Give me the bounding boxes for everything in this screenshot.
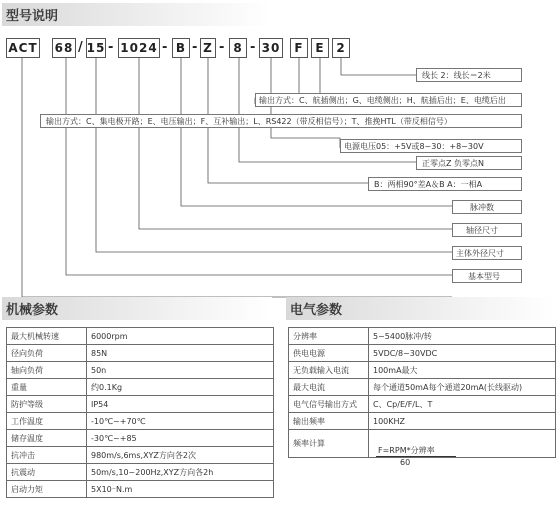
spec-label: 分辨率 (289, 328, 369, 345)
model-code-segment: B (172, 38, 190, 58)
table-row (7, 362, 274, 379)
spec-value: 50m/s,10~200Hz,XYZ方向各2h (87, 464, 274, 481)
table-row (7, 430, 274, 447)
electrical-section-title: 电气参数 (290, 303, 343, 318)
table-row (289, 396, 556, 413)
table-row (7, 396, 274, 413)
spec-value: 5X10⁻N.m (87, 481, 274, 498)
model-code-separator: - (162, 40, 168, 55)
spec-label: 径向负荷 (7, 345, 87, 362)
spec-value: 980m/s,6ms,XYZ方向各2次 (87, 447, 274, 464)
spec-label: 抗冲击 (7, 447, 87, 464)
spec-value: 约0.1Kg (87, 379, 274, 396)
model-code-separator: - (108, 40, 114, 55)
table-row (289, 379, 556, 396)
table-row (289, 413, 556, 430)
desc-zero-point: 正零点Z 负零点N (422, 159, 485, 168)
spec-label: 电气信号输出方式 (289, 396, 369, 413)
model-code-segment: Z (200, 38, 216, 58)
frequency-formula-numerator: F=RPM*分辨率 (378, 446, 435, 455)
spec-label: 启动力矩 (7, 481, 87, 498)
table-row (7, 345, 274, 362)
table-row (7, 447, 274, 464)
desc-shaft: 轴径尺寸 (466, 226, 498, 235)
spec-value: 50n (87, 362, 274, 379)
desc-cable-length: 线长 2：线长＝2米 (422, 71, 491, 80)
model-code-segment: 8 (229, 38, 247, 58)
model-code-segment: ACT (6, 38, 40, 58)
model-code-segment: E (311, 38, 329, 58)
spec-value: 5~5400脉冲/转 (369, 328, 556, 345)
model-code-separator: / (78, 40, 83, 55)
desc-outlet: 输出方式：C、航插侧出；G、电缆侧出；H、航插后出；E、电缆后出 (259, 96, 506, 105)
table-row (7, 464, 274, 481)
spec-value: 100mA最大 (369, 362, 556, 379)
spec-value: 6000rpm (87, 328, 274, 345)
model-code-separator: - (250, 40, 256, 55)
model-section-title: 型号说明 (6, 9, 59, 24)
desc-base-model: 基本型号 (468, 272, 500, 281)
table-row (7, 413, 274, 430)
spec-value: -30℃~+85 (87, 430, 274, 447)
spec-label: 防护等级 (7, 396, 87, 413)
spec-label: 输出频率 (289, 413, 369, 430)
spec-value: C、Cp/E/F/L、T (369, 396, 556, 413)
table-row (7, 328, 274, 345)
spec-value: IP54 (87, 396, 274, 413)
spec-label: 无负载输入电流 (289, 362, 369, 379)
spec-label: 储存温度 (7, 430, 87, 447)
desc-output-mode: 输出方式：C、集电极开路；E、电压输出；F、互补输出；L、RS422（带反相信号）；T、推挽HTL（带反相信号） (46, 117, 452, 126)
table-row (7, 481, 274, 498)
mechanical-section-title: 机械参数 (6, 303, 59, 318)
model-code-segment: 30 (259, 38, 283, 58)
table-row (289, 362, 556, 379)
table-row (7, 379, 274, 396)
desc-phase: B：两相90°差A＆B A：一相A (374, 180, 483, 189)
frequency-formula-denominator: 60 (400, 458, 411, 467)
electrical-section-header (286, 297, 556, 320)
spec-label: 最大电流 (289, 379, 369, 396)
desc-pulse: 脉冲数 (470, 203, 494, 212)
table-row (289, 328, 556, 345)
model-code-segment: 15 (86, 38, 106, 58)
spec-label: 频率计算 (289, 430, 369, 458)
frequency-formula-bar (376, 456, 456, 457)
spec-label: 工作温度 (7, 413, 87, 430)
spec-value: 85N (87, 345, 274, 362)
desc-voltage: 电源电压05：+5V或8~30：+8~30V (344, 142, 484, 151)
model-code-segment: 68 (52, 38, 76, 58)
model-code-segment: 2 (332, 38, 350, 58)
model-code-separator: - (219, 40, 225, 55)
spec-label: 抗震动 (7, 464, 87, 481)
mechanical-section-header (2, 297, 272, 320)
electrical-spec-table (288, 327, 556, 458)
spec-value: 每个通道50mA每个通道20mA(长线驱动) (369, 379, 556, 396)
table-row (289, 345, 556, 362)
model-code-separator: - (192, 40, 198, 55)
spec-label: 供电电源 (289, 345, 369, 362)
model-code-segment: F (290, 38, 308, 58)
spec-label: 最大机械转速 (7, 328, 87, 345)
spec-value: -10℃~+70℃ (87, 413, 274, 430)
spec-label: 轴向负荷 (7, 362, 87, 379)
desc-body: 主体外径尺寸 (456, 249, 504, 258)
mechanical-spec-table (6, 327, 274, 498)
spec-value: 100KHZ (369, 413, 556, 430)
spec-value: 5VDC/8~30VDC (369, 345, 556, 362)
spec-label: 重量 (7, 379, 87, 396)
model-code-segment: 1024 (118, 38, 160, 58)
